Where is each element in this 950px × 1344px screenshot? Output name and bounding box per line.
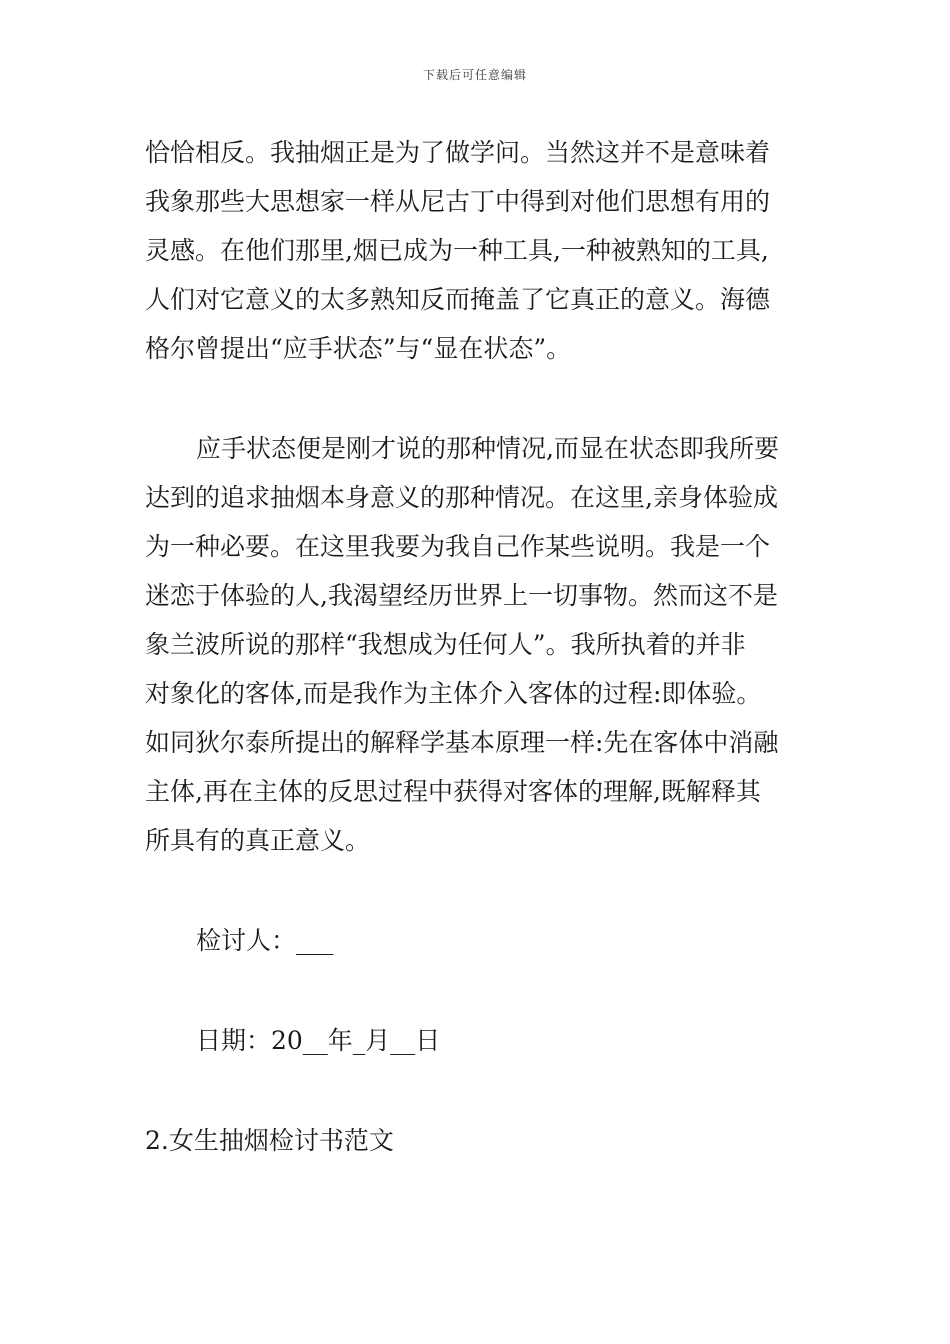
page-header: 下载后可任意编辑 xyxy=(422,68,527,82)
paragraph-line: 主体,再在主体的反思过程中获得对客体的理解,既解释其 xyxy=(145,777,761,806)
paragraph-line: 所具有的真正意义。 xyxy=(145,826,371,855)
paragraph-line: 迷恋于体验的人,我渴望经历世界上一切事物。然而这不是 xyxy=(145,581,778,610)
paragraph-line: 灵感。在他们那里,烟已成为一种工具,一种被熟知的工具, xyxy=(145,236,769,265)
paragraph-line: 如同狄尔泰所提出的解释学基本原理一样:先在客体中消融 xyxy=(145,728,779,757)
document-body xyxy=(145,128,810,1165)
paragraph-line: 象兰波所说的那样“我想成为任何人”。我所执着的并非 xyxy=(145,630,746,659)
paragraph-line: 达到的追求抽烟本身意义的那种情况。在这里,亲身体验成 xyxy=(145,483,778,512)
paragraph-line: 我象那些大思想家一样从尼古丁中得到对他们思想有用的 xyxy=(145,187,771,216)
date-line: 日期：20__年_月__日 xyxy=(196,1026,441,1055)
paragraph-2 xyxy=(145,424,810,865)
signature-line: 检讨人：___ xyxy=(196,926,334,955)
paragraph-line: 恰恰相反。我抽烟正是为了做学问。当然这并不是意味着 xyxy=(145,138,771,167)
paragraph-line: 应手状态便是刚才说的那种情况,而显在状态即我所要 xyxy=(196,434,779,463)
paragraph-line: 对象化的客体,而是我作为主体介入客体的过程:即体验。 xyxy=(145,679,762,708)
paragraph-line: 格尔曾提出“应手状态”与“显在状态”。 xyxy=(145,334,572,363)
section-title: 2.女生抽烟检讨书范文 xyxy=(145,1126,394,1155)
paragraph-line: 人们对它意义的太多熟知反而掩盖了它真正的意义。海德 xyxy=(145,285,771,314)
paragraph-line: 为一种必要。在这里我要为我自己作某些说明。我是一个 xyxy=(145,532,771,561)
paragraph-1 xyxy=(145,128,810,373)
